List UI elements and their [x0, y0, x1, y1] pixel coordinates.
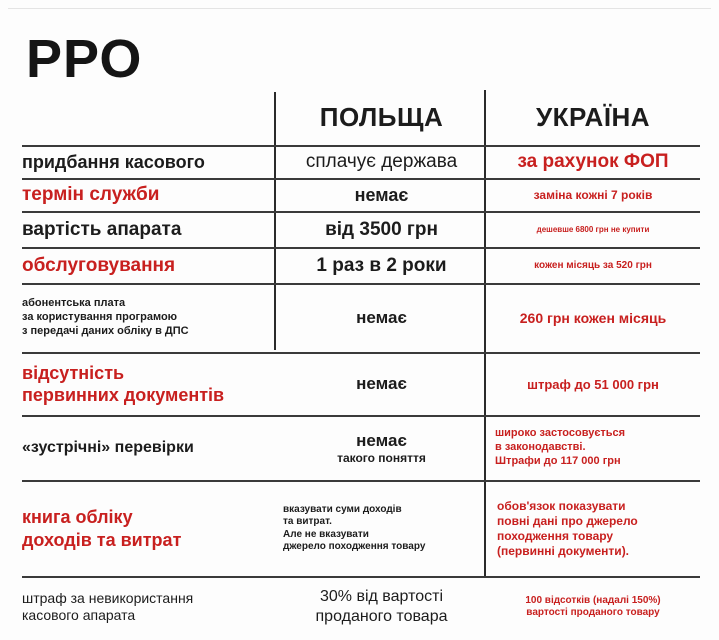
criterion-text: касового апарата: [22, 607, 136, 623]
poland-text: немає: [354, 184, 409, 205]
row-poland: [279, 248, 484, 283]
ukraine-text: широко застосовується: [495, 427, 626, 440]
criterion-text: книга обліку: [22, 507, 133, 527]
poland-text: та витрат.: [283, 516, 332, 527]
row-poland: [279, 416, 484, 480]
criterion-text: «зустрічні» перевірки: [22, 439, 194, 456]
row-ukraine: [487, 577, 699, 637]
row-criterion: [22, 179, 274, 211]
ukraine-text: обов'язок показувати: [497, 498, 626, 513]
poland-text: немає: [356, 431, 407, 450]
ukraine-text: походження товару: [497, 528, 614, 543]
ukraine-text: за рахунок ФОП: [517, 151, 669, 172]
criterion-text: за користування програмою: [22, 311, 178, 324]
row-criterion: [22, 248, 274, 283]
row-ukraine: [487, 284, 699, 352]
column-divider-right: [484, 90, 486, 578]
ukraine-text: Штрафи до 117 000 грн: [495, 454, 621, 467]
row-poland: [279, 353, 484, 415]
poland-text: вказувати суми доходів: [283, 503, 402, 515]
row-ukraine: [487, 481, 699, 576]
ukraine-text: вартості проданого товару: [526, 607, 660, 618]
poland-text: Але не вказувати: [283, 528, 369, 540]
criterion-text: штраф за невикористання: [22, 589, 194, 606]
poland-text: 30% від вартості: [320, 588, 443, 605]
row-criterion: [22, 284, 274, 352]
top-border: [8, 8, 711, 9]
ukraine-text: 260 грн кожен місяць: [519, 310, 667, 326]
ukraine-text: заміна кожні 7 років: [533, 188, 653, 202]
ukraine-text: повні дані про джерело: [497, 513, 638, 528]
poland-text: джерело походження товару: [283, 541, 426, 552]
poland-text: проданого товара: [315, 608, 448, 625]
ukraine-text: (первинні документи).: [497, 543, 630, 558]
criterion-text: доходів та витрат: [22, 529, 182, 550]
poland-text: немає: [356, 374, 407, 393]
row-criterion: [22, 577, 274, 637]
poland-text: сплачує держава: [305, 151, 458, 172]
criterion-text: термін служби: [22, 184, 160, 205]
row-poland: [279, 284, 484, 352]
row-ukraine: [487, 212, 699, 247]
row-criterion: [22, 353, 274, 415]
column-divider-left-upper: [274, 92, 276, 350]
row-poland: [279, 577, 484, 637]
criterion-text: відсутність: [22, 362, 125, 383]
ukraine-text: штраф до 51 000 грн: [527, 376, 659, 392]
row-poland: [279, 179, 484, 211]
row-criterion: [22, 481, 274, 576]
ukraine-text: дешевше 6800 грн не купити: [536, 225, 650, 234]
criterion-text: придбання касового: [22, 151, 205, 172]
page-title: РРО: [26, 29, 143, 89]
row-ukraine: [487, 146, 699, 178]
poland-text: немає: [356, 308, 407, 327]
row-ukraine: [487, 416, 699, 480]
row-criterion: [22, 146, 274, 178]
criterion-text: абонентська плата: [22, 297, 126, 310]
criterion-text: вартість апарата: [22, 218, 182, 240]
ukraine-text: в законодавстві.: [495, 441, 586, 454]
ukraine-text: 100 відсотків (надалі 150%): [525, 594, 661, 606]
row-ukraine: [487, 179, 699, 211]
column-header-poland: ПОЛЬЩА: [319, 101, 444, 132]
row-criterion: [22, 212, 274, 247]
row-poland: [279, 481, 484, 576]
poland-text: такого поняття: [337, 451, 426, 465]
criterion-text: з передачі даних обліку в ДПС: [22, 324, 189, 337]
row-poland: [279, 212, 484, 247]
criterion-text: обслуговування: [22, 254, 176, 276]
row-poland: [279, 146, 484, 178]
poland-text: 1 раз в 2 роки: [316, 254, 447, 276]
poland-text: від 3500 грн: [325, 218, 438, 240]
row-ukraine: [487, 248, 699, 283]
ukraine-text: кожен місяць за 520 грн: [534, 260, 652, 271]
row-ukraine: [487, 353, 699, 415]
row-criterion: [22, 416, 274, 480]
column-header-ukraine: УКРАЇНА: [535, 101, 651, 132]
criterion-text: первинних документів: [22, 385, 225, 405]
